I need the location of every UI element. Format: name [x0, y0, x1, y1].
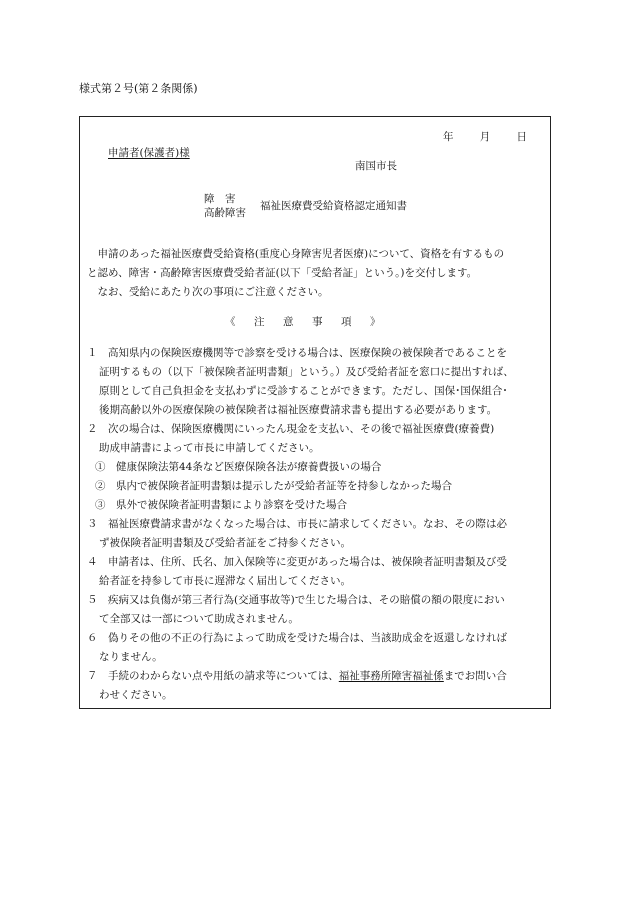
note-1-line: １ 高知県内の保険医療機関等で診察を受ける場合は、医療保険の被保険者であることを: [87, 347, 507, 359]
note-2-line: ２ 次の場合は、保険医療機関にいったん現金を支払い、その後で福祉医療費(療養費): [87, 423, 495, 435]
note-1-line: 原則として自己負担金を支払わずに受診することができます。ただし、国保･国保組合･: [99, 385, 508, 397]
note-7-line: [87, 667, 552, 686]
note-3-line: ３ 福祉医療費請求書がなくなった場合は、市長に請求してください。なお、その際は必: [87, 518, 507, 530]
intro-paragraph: [87, 245, 552, 302]
note-1-line: 証明するもの（以下「被保険者証明書類」という。）及び受給者証を窓口に提出すれば、: [99, 366, 514, 378]
note-7-text: ７ 手続のわからない点や用紙の請求等については、: [87, 670, 339, 682]
note-2-subitem: ③ 県外で被保険者証明書類により診察を受けた場合: [95, 499, 347, 511]
notes-heading: 《 注 意 事 項 》: [225, 316, 385, 328]
note-2-subitem: ② 県内で被保険者証明書類は提示したが受給者証等を持参しなかった場合: [95, 480, 452, 492]
form-number: 様式第２号(第２条関係): [79, 82, 198, 95]
sender-name: 南国市長: [355, 160, 397, 172]
note-4-line: 給者証を持参して市長に遅滞なく届出してください。: [99, 575, 351, 587]
intro-line: 申請のあった福祉医療費受給資格(重度心身障害児者医療)について、資格を有するもの: [87, 248, 505, 260]
note-4-line: ４ 申請者は、住所、氏名、加入保険等に変更があった場合は、被保険者証明書類及び受: [87, 556, 507, 568]
intro-line: なお、受給にあたり次の事項にご注意ください。: [87, 286, 329, 298]
document-title: 福祉医療費受給資格認定通知書: [260, 200, 407, 212]
title-kind: [204, 192, 254, 220]
title-kind-line1: [204, 192, 254, 206]
note-5-line: て全部又は一部について助成されません。: [99, 613, 299, 625]
note-2-subitem: ① 健康保険法第44条など医療保険各法が療養費扱いの場合: [95, 461, 382, 473]
notes-list: [87, 344, 552, 705]
title-kind-line2: 高齢障害: [204, 207, 246, 219]
intro-line: と認め、障害・高齢障害医療費受給者証(以下「受給者証」という。)を交付します。: [87, 267, 478, 279]
note-7-line: わせください。: [99, 689, 173, 701]
note-6-line: ６ 偽りその他の不正の行為によって助成を受けた場合は、当該助成金を返還しなければ: [87, 632, 507, 644]
note-6-line: なりません。: [99, 651, 163, 663]
title-kind-line1-text: 障 害: [204, 193, 236, 205]
date-day-label: 日: [516, 131, 527, 143]
notice-frame: [79, 116, 551, 709]
contact-office: 福祉事務所障害福祉係: [338, 670, 444, 682]
note-2-line: 助成申請書によって市長に申請してください。: [99, 442, 320, 454]
note-1-line: 後期高齢以外の医療保険の被保険者は福祉医療費請求書も提出する必要があります。: [99, 404, 498, 416]
date-month-label: 月: [479, 131, 491, 143]
date-year-label: 年: [443, 131, 454, 143]
date-row: [443, 130, 527, 144]
note-7-text: までお問い合: [443, 670, 507, 682]
note-5-line: ５ 疾病又は負傷が第三者行為(交通事故等)で生じた場合は、その賠償の額の限度におい: [87, 594, 505, 606]
note-3-line: ず被保険者証明書類及び受給者証をご持参ください。: [99, 537, 351, 549]
recipient-name: 申請者(保護者)様: [108, 147, 190, 159]
